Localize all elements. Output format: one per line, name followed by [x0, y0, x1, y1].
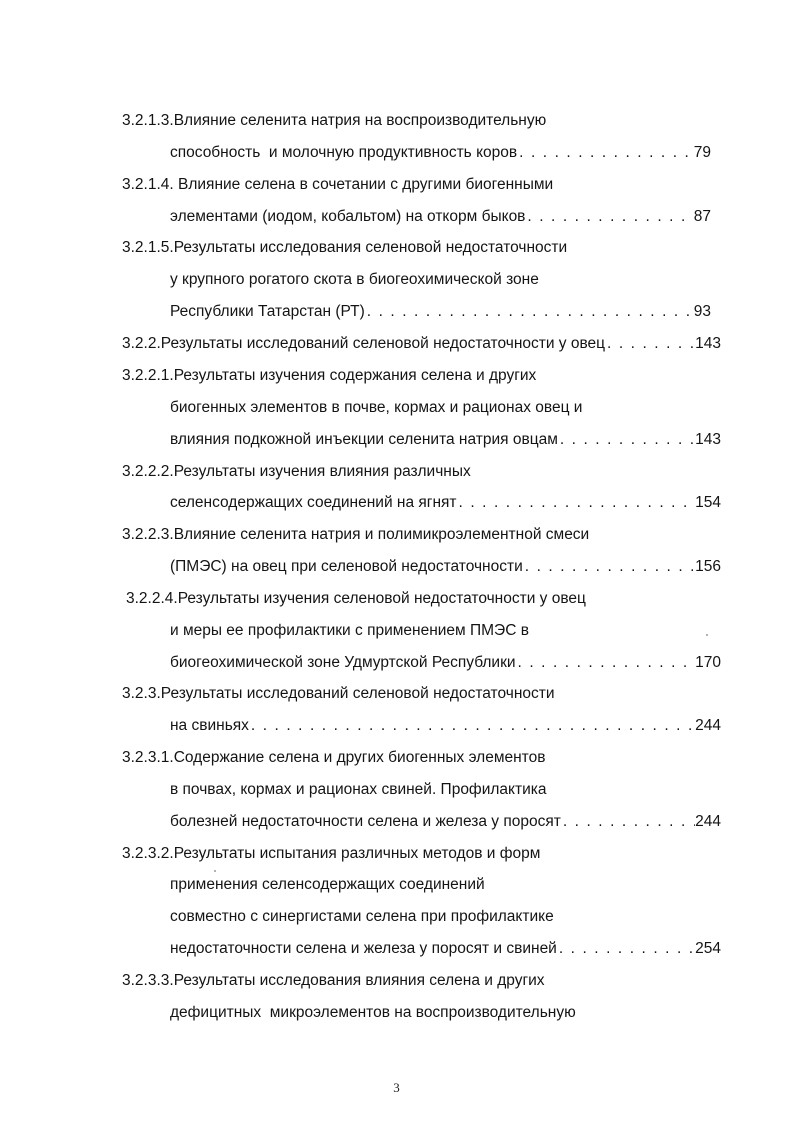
- toc-entry-text: 3.2.1.3.Влияние селенита натрия на воспроизводительную: [122, 112, 547, 129]
- toc-entry-line: [170, 268, 730, 292]
- toc-entry-text: селенсодержащих соединений на ягнят: [170, 494, 457, 511]
- toc-entry-line: [170, 778, 730, 802]
- toc-entry-text: 3.2.2.4.Результаты изучения селеновой недостаточности у овец: [126, 590, 586, 607]
- toc-entry-heading: [122, 523, 722, 547]
- toc-entry-text: у крупного рогатого скота в биогеохимической зоне: [170, 271, 539, 288]
- toc-page-number: 170: [695, 654, 721, 671]
- toc-entry-line: [170, 205, 711, 229]
- toc-page-number: 79: [693, 144, 711, 161]
- toc-page-number: 154: [695, 494, 721, 511]
- toc-entry-line: [170, 491, 721, 515]
- toc-entry-line: [170, 555, 721, 579]
- toc-entry-text: 3.2.3.Результаты исследований селеновой недостаточности: [122, 685, 555, 702]
- toc-entry-text: 3.2.2.Результаты исследований селеновой недостаточности у овец: [122, 335, 606, 352]
- dot-leader: [517, 141, 694, 165]
- toc-entry-text: 3.2.3.1.Содержание селена и других биогенных элементов: [122, 749, 546, 766]
- toc-entry-line: [170, 937, 721, 961]
- toc-entry-heading: [122, 109, 722, 133]
- toc-entry-heading: [122, 364, 722, 388]
- toc-entry-line: [170, 300, 711, 324]
- toc-entry-text: 3.2.2.2.Результаты изучения влияния различных: [122, 463, 471, 480]
- toc-page-number: 143: [695, 431, 721, 448]
- toc-entry-heading: [122, 173, 722, 197]
- toc-entry-heading: [122, 236, 722, 260]
- dot-leader: [457, 491, 696, 515]
- toc-entry-text: (ПМЭС) на овец при селеновой недостаточности: [170, 558, 523, 575]
- toc-entry-line: [170, 905, 730, 929]
- dot-leader: [523, 555, 695, 579]
- toc-entry-heading: [122, 682, 722, 706]
- toc-page-number: 156: [695, 558, 721, 575]
- toc-entry-line: [170, 428, 721, 452]
- toc-entry-line: [170, 619, 730, 643]
- dot-leader: [561, 810, 695, 834]
- toc-entry-text: дефицитных микроэлементов на воспроизводительную: [170, 1004, 576, 1021]
- toc-entry-text: и меры ее профилактики с применением ПМЭС в: [170, 622, 529, 639]
- dot-leader: [365, 300, 694, 324]
- toc-entry-text: биогенных элементов в почве, кормах и рационах овец и: [170, 399, 583, 416]
- scan-speck: [706, 634, 708, 636]
- toc-entry-line: [170, 651, 721, 675]
- toc-entry-line: [170, 396, 730, 420]
- toc-entry-heading: [122, 332, 721, 356]
- toc-entry-line: [170, 714, 721, 738]
- toc-entry-line: [170, 141, 711, 165]
- toc-entry-text: на свиньях: [170, 717, 249, 734]
- toc-entry-text: применения селенсодержащих соединений: [170, 876, 485, 893]
- toc-entry-text: недостаточности селена и железа у поросят и свиней: [170, 940, 557, 957]
- toc-entry-text: 3.2.3.3.Результаты исследования влияния селена и других: [122, 972, 545, 989]
- dot-leader: [516, 651, 696, 675]
- scan-speck: [214, 870, 216, 872]
- toc-entry-text: в почвах, кормах и рационах свиней. Профилактика: [170, 781, 547, 798]
- dot-leader: [558, 428, 695, 452]
- toc-entry-text: 3.2.1.5.Результаты исследования селеновой недостаточности: [122, 239, 568, 256]
- toc-entry-heading: [122, 842, 722, 866]
- toc-entry-heading: [122, 969, 722, 993]
- toc-entry-line: [170, 1001, 730, 1025]
- toc-entry-text: 3.2.2.3.Влияние селенита натрия и полимикроэлементной смеси: [122, 526, 590, 543]
- toc-entry-line: [170, 873, 730, 897]
- toc-entry-text: элементами (иодом, кобальтом) на откорм быков: [170, 208, 526, 225]
- toc-entry-line: [170, 810, 721, 834]
- toc-entry-text: 3.2.2.1.Результаты изучения содержания селена и других: [122, 367, 537, 384]
- toc-page-number: 244: [695, 813, 721, 830]
- toc-entry-text: 3.2.1.4. Влияние селена в сочетании с другими биогенными: [122, 176, 554, 193]
- toc-entry-text: Республики Татарстан (РТ): [170, 303, 365, 320]
- toc-page-number: 143: [695, 335, 721, 352]
- toc-entry-heading: [122, 460, 722, 484]
- dot-leader: [249, 714, 695, 738]
- toc-entry-heading: [126, 587, 726, 611]
- toc-entry-text: болезней недостаточности селена и железа у поросят: [170, 813, 561, 830]
- toc-entry-text: способность и молочную продуктивность коров: [170, 144, 518, 161]
- dot-leader: [525, 205, 693, 229]
- toc-page-number: 254: [695, 940, 721, 957]
- toc-entry-text: влияния подкожной инъекции селенита натрия овцам: [170, 431, 558, 448]
- toc-entry-text: биогеохимической зоне Удмуртской Республики: [170, 654, 516, 671]
- page-number: 3: [393, 1080, 400, 1095]
- toc-entry-text: 3.2.3.2.Результаты испытания различных методов и форм: [122, 845, 541, 862]
- toc-page-number: 244: [695, 717, 721, 734]
- toc-entry-text: совместно с синергистами селена при профилактике: [170, 908, 554, 925]
- dot-leader: [557, 937, 695, 961]
- toc-page-number: 93: [693, 303, 711, 320]
- dot-leader: [605, 332, 695, 356]
- toc-page-number: 87: [693, 208, 711, 225]
- toc-entry-heading: [122, 746, 722, 770]
